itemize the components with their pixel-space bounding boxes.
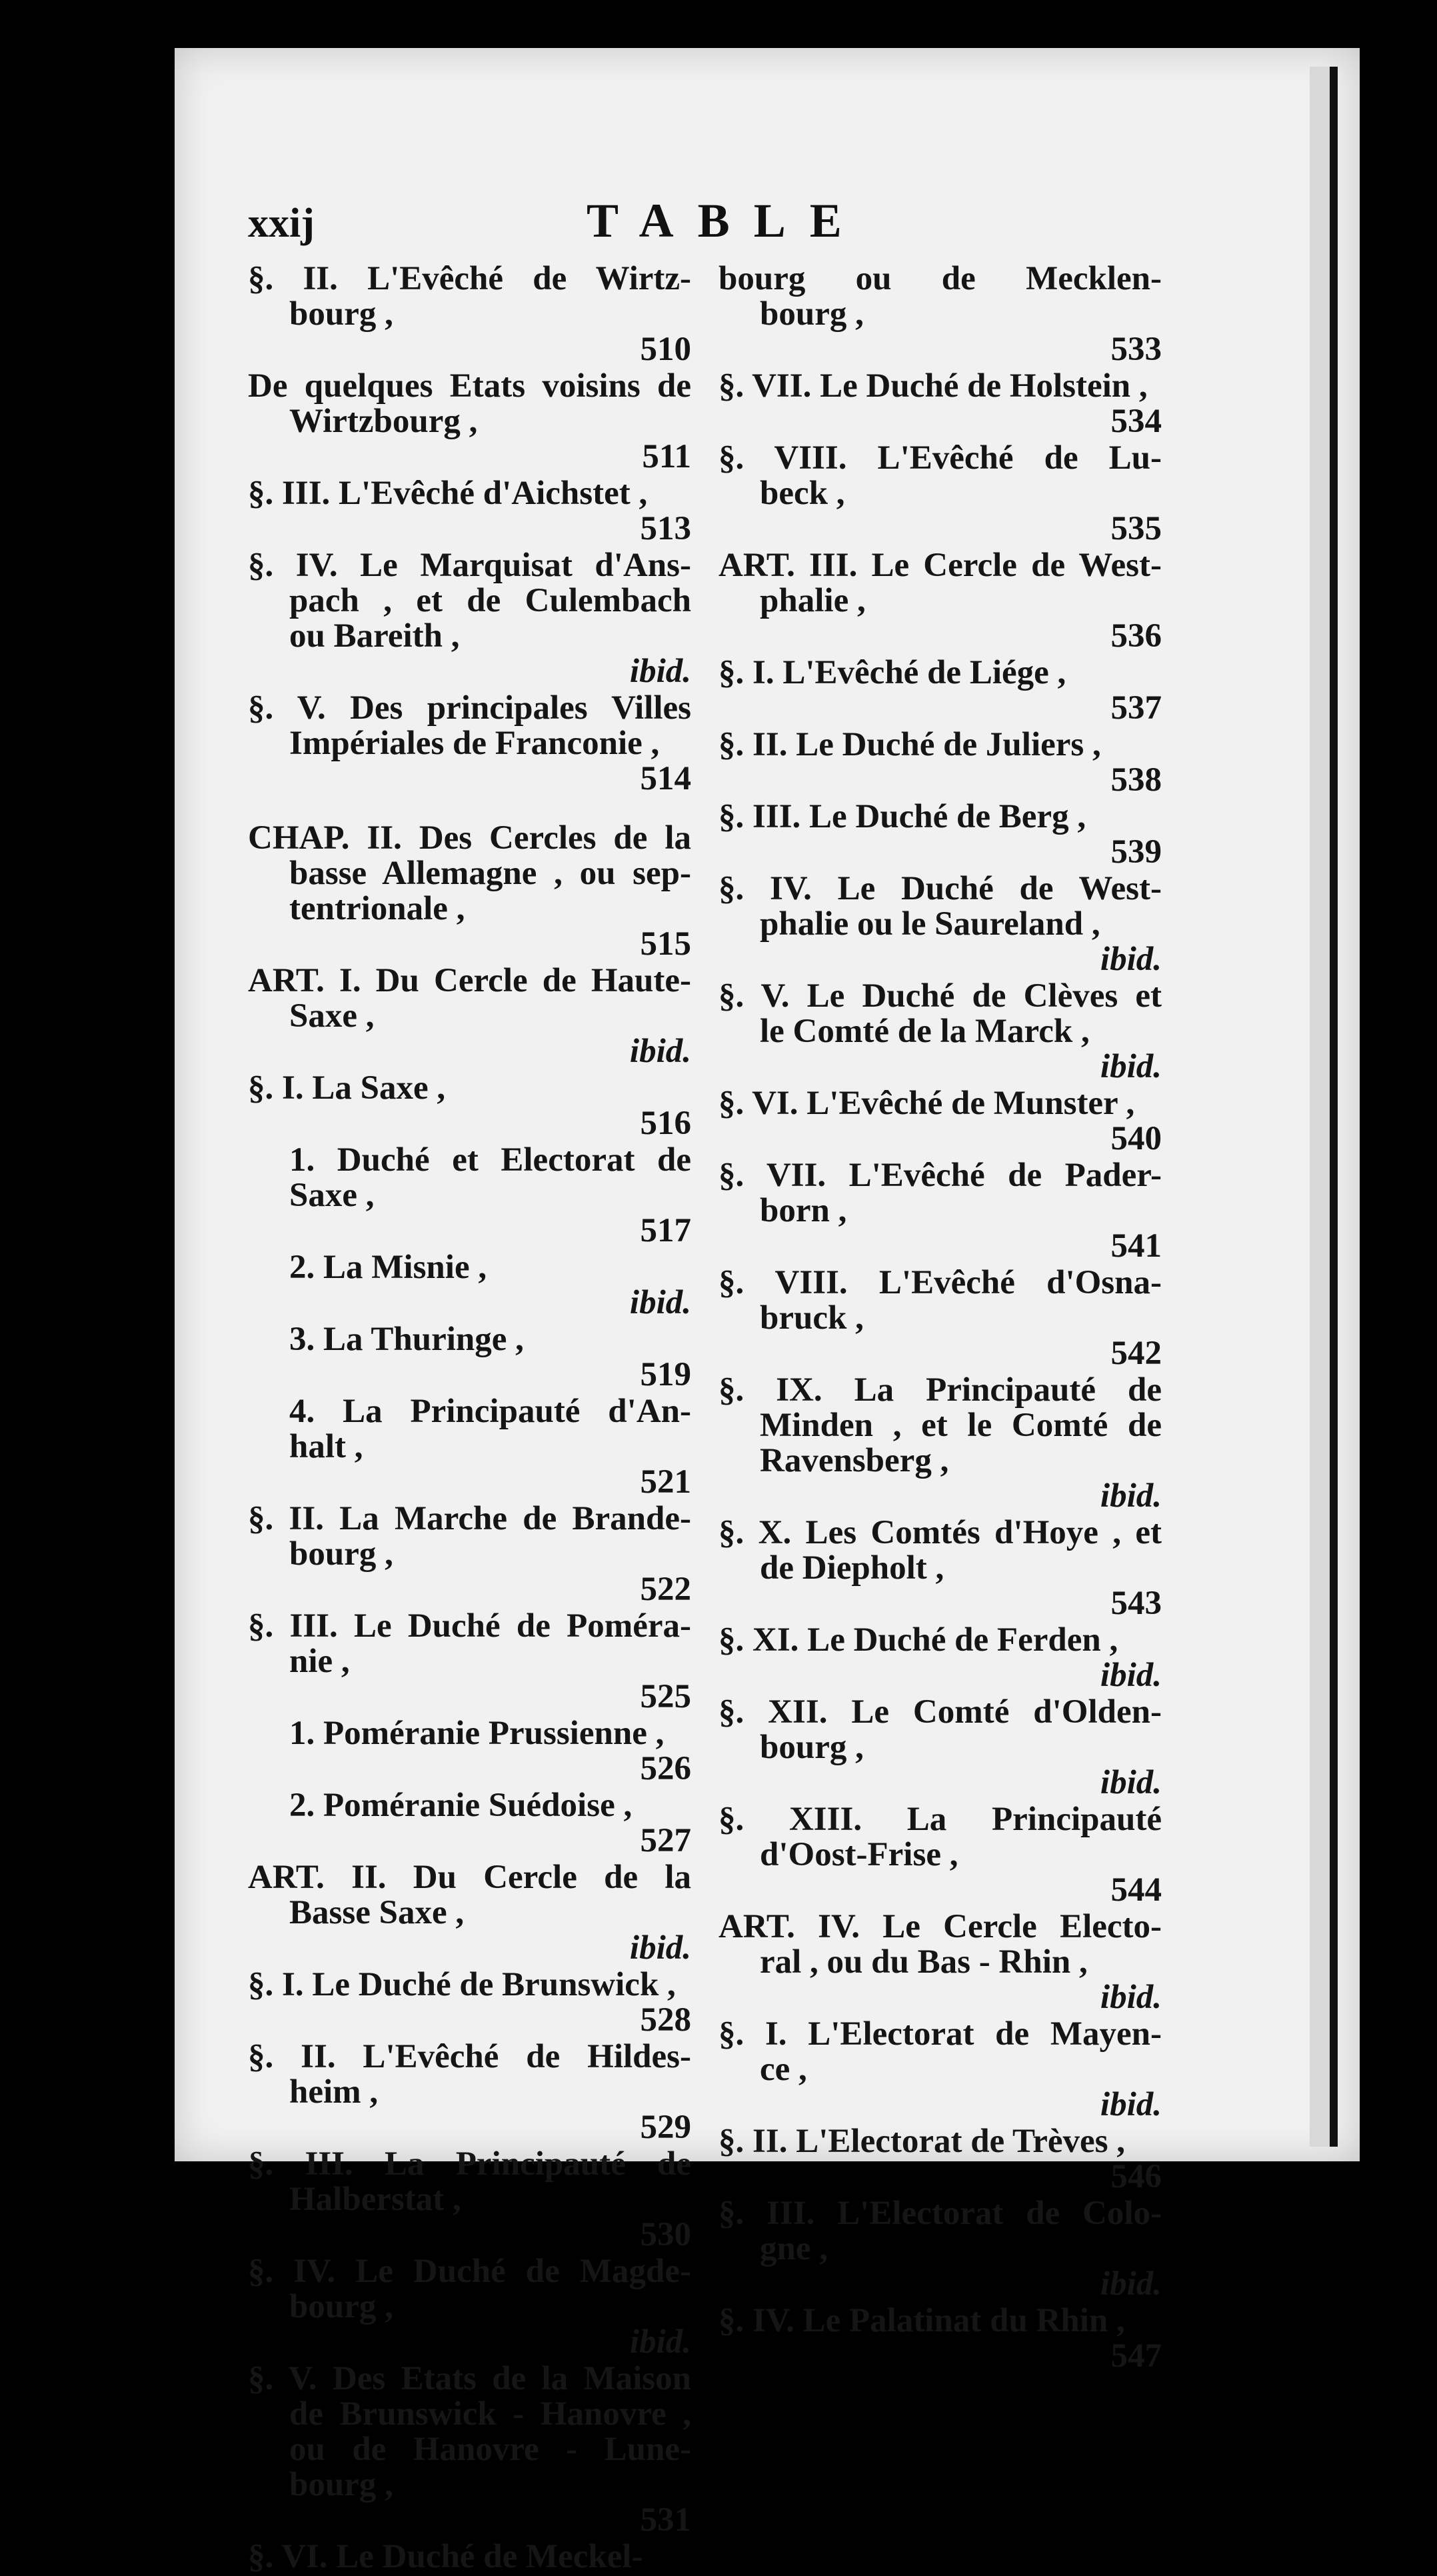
toc-entry-line: §. X. Les Comtés d'Hoye , et xyxy=(718,1515,1162,1551)
toc-entry-line: §. III. L'Evêché d'Aichstet , xyxy=(248,476,648,511)
toc-entry-line: ART. I. Du Cercle de Haute- xyxy=(248,963,691,999)
toc-entry-line: §. I. L'Electorat de Mayen- xyxy=(718,2017,1162,2052)
toc-page-ref: ibid. xyxy=(629,1033,691,1070)
toc-page-ref: 519 xyxy=(640,1356,691,1393)
toc-entry xyxy=(718,1373,1162,1514)
toc-entry-line: §. IV. Le Duché de Magde- xyxy=(248,2254,691,2289)
toc-entry-line: 3. La Thuringe , xyxy=(289,1322,524,1357)
toc-entry-line: bourg , xyxy=(289,2467,393,2503)
toc-entry-line: ART. II. Du Cercle de la xyxy=(248,1860,691,1895)
toc-entry xyxy=(718,1086,1162,1157)
toc-page-ref: ibid. xyxy=(1100,2086,1162,2123)
toc-page-ref: 530 xyxy=(640,2216,691,2253)
toc-entry xyxy=(248,548,691,689)
toc-entry-line: pach , et de Culembach xyxy=(289,583,691,619)
toc-page-ref: 511 xyxy=(642,438,691,475)
toc-entry-line: §. III. La Principauté de xyxy=(248,2147,691,2182)
toc-entry xyxy=(718,1802,1162,1908)
toc-page-ref: 516 xyxy=(640,1105,691,1142)
toc-entry xyxy=(248,369,691,475)
toc-entry-line: §. VI. Le Duché de Meckel- xyxy=(248,2539,643,2575)
toc-entry xyxy=(718,1623,1162,1693)
toc-entry-line: §. IV. Le Palatinat du Rhin , xyxy=(718,2303,1125,2339)
toc-entry xyxy=(248,2039,691,2145)
toc-page-ref: 510 xyxy=(640,331,691,368)
toc-entry-line: Basse Saxe , xyxy=(289,1895,465,1931)
toc-entry xyxy=(248,1609,691,1715)
toc-page-ref: 515 xyxy=(640,925,691,963)
toc-entry-line: §. XII. Le Comté d'Olden- xyxy=(718,1695,1162,1730)
toc-entry xyxy=(248,1394,691,1500)
toc-entry-line: §. I. La Saxe , xyxy=(248,1071,446,1106)
toc-page-ref: 537 xyxy=(1110,689,1162,727)
toc-entry xyxy=(248,1716,691,1787)
toc-entry-line: bourg , xyxy=(289,2289,393,2325)
toc-entry-line: 2. La Misnie , xyxy=(289,1250,487,1285)
toc-entry-line: §. XI. Le Duché de Ferden , xyxy=(718,1623,1118,1658)
toc-entry xyxy=(718,2303,1162,2374)
toc-entry-line: le Comté de la Marck , xyxy=(760,1014,1090,1049)
toc-page-ref: 541 xyxy=(1110,1227,1162,1265)
toc-page-ref: 542 xyxy=(1110,1335,1162,1372)
toc-entry xyxy=(718,979,1162,1085)
toc-page-ref: 514 xyxy=(640,760,691,797)
toc-entry-line: beck , xyxy=(760,476,845,511)
toc-entry-line: tentrionale , xyxy=(289,891,465,927)
toc-entry xyxy=(718,1265,1162,1371)
toc-page-ref: 534 xyxy=(1110,403,1162,440)
toc-entry-line: Saxe , xyxy=(289,999,375,1034)
toc-entry xyxy=(248,1071,691,1141)
toc-entry xyxy=(248,1788,691,1859)
toc-entry-line: ral , ou du Bas - Rhin , xyxy=(760,1945,1088,1980)
toc-entry-line: born , xyxy=(760,1193,847,1229)
toc-entry-line: §. IV. Le Marquisat d'Ans- xyxy=(248,548,691,583)
toc-page-ref: ibid. xyxy=(629,1284,691,1321)
toc-page-ref: 535 xyxy=(1110,510,1162,547)
toc-entry xyxy=(248,1501,691,1607)
toc-page-ref: 529 xyxy=(640,2109,691,2146)
toc-entry-line: §. VI. L'Evêché de Munster , xyxy=(718,1086,1135,1121)
toc-entry-line: phalie ou le Saureland , xyxy=(760,907,1100,942)
page-title: TABLE xyxy=(587,194,866,247)
toc-page-ref: 528 xyxy=(640,2001,691,2039)
toc-page-ref: 547 xyxy=(1110,2337,1162,2375)
toc-entry-line: d'Oost-Frise , xyxy=(760,1837,958,1873)
toc-page-ref: 513 xyxy=(640,510,691,547)
toc-entry-line: §. XIII. La Principauté xyxy=(718,1802,1162,1837)
toc-entry-line: §. VII. L'Evêché de Pader- xyxy=(718,1158,1162,1193)
left-column xyxy=(248,261,691,2576)
toc-page-ref: 527 xyxy=(640,1822,691,1859)
toc-entry xyxy=(718,441,1162,547)
toc-entry-line: §. III. Le Duché de Berg , xyxy=(718,799,1086,835)
toc-entry xyxy=(248,1143,691,1249)
toc-entry xyxy=(718,2196,1162,2302)
toc-entry xyxy=(248,2539,691,2575)
toc-entry-line: §. II. Le Duché de Juliers , xyxy=(718,727,1101,763)
toc-entry xyxy=(248,476,691,547)
toc-entry-line: de Diepholt , xyxy=(760,1551,944,1586)
toc-entry-line: ART. IV. Le Cercle Electo- xyxy=(718,1909,1162,1945)
toc-entry-line: bourg , xyxy=(289,297,393,332)
toc-entry-line: ce , xyxy=(760,2052,807,2087)
toc-entry-line: 1. Duché et Electorat de xyxy=(289,1143,691,1178)
toc-entry-line: Impériales de Franconie , xyxy=(289,726,660,761)
toc-entry xyxy=(248,1322,691,1393)
toc-entry xyxy=(248,821,691,962)
toc-page-ref: 544 xyxy=(1110,1871,1162,1909)
toc-entry-line: bourg ou de Mecklen- xyxy=(718,261,1162,297)
toc-page-ref: 536 xyxy=(1110,617,1162,655)
toc-entry-line: bourg , xyxy=(289,1537,393,1572)
toc-entry xyxy=(248,2361,691,2538)
toc-entry-line: §. II. L'Evêché de Hildes- xyxy=(248,2039,691,2075)
toc-entry xyxy=(248,963,691,1069)
toc-page-ref: 526 xyxy=(640,1750,691,1787)
toc-page-ref: ibid. xyxy=(1100,941,1162,978)
page-number: xxij xyxy=(248,201,315,246)
toc-entry-line: Ravensberg , xyxy=(760,1443,949,1479)
toc-entry xyxy=(248,261,691,367)
toc-entry-line: §. II. L'Electorat de Trèves , xyxy=(718,2124,1126,2159)
toc-entry-line: 4. La Principauté d'An- xyxy=(289,1394,691,1429)
toc-entry-line: basse Allemagne , ou sep- xyxy=(289,856,691,891)
toc-entry-line: §. III. L'Electorat de Colo- xyxy=(718,2196,1162,2231)
toc-entry-line: bruck , xyxy=(760,1301,864,1336)
toc-page-ref: ibid. xyxy=(1100,1764,1162,1801)
toc-entry-line: §. II. La Marche de Brande- xyxy=(248,1501,691,1537)
toc-entry xyxy=(248,1250,691,1321)
toc-page-ref: 546 xyxy=(1110,2158,1162,2195)
toc-page-ref: ibid. xyxy=(1100,1477,1162,1515)
binding-edge xyxy=(1330,67,1338,2147)
toc-entry-line: §. I. L'Evêché de Liége , xyxy=(718,655,1066,691)
toc-entry-line: §. VIII. L'Evêché de Lu- xyxy=(718,441,1162,476)
toc-entry xyxy=(248,1860,691,1966)
toc-entry-line: §. V. Des principales Villes xyxy=(248,691,691,726)
toc-entry xyxy=(718,2017,1162,2123)
toc-page-ref: ibid. xyxy=(1100,2265,1162,2303)
toc-entry-line: bourg , xyxy=(760,297,864,332)
toc-entry xyxy=(248,691,691,797)
toc-page-ref: ibid. xyxy=(629,1929,691,1967)
toc-page-ref: ibid. xyxy=(629,2323,691,2361)
toc-entry xyxy=(718,1695,1162,1801)
toc-entry-line: 1. Poméranie Prussienne , xyxy=(289,1716,665,1751)
toc-page-ref: ibid. xyxy=(1100,1657,1162,1694)
toc-entry xyxy=(248,2254,691,2360)
toc-entry-line: ART. III. Le Cercle de West- xyxy=(718,548,1162,583)
toc-entry-line: §. V. Le Duché de Clèves et xyxy=(718,979,1162,1014)
toc-entry xyxy=(718,1515,1162,1621)
toc-entry-line: §. IX. La Principauté de xyxy=(718,1373,1162,1408)
toc-entry-line: §. VII. Le Duché de Holstein , xyxy=(718,369,1148,404)
toc-entry xyxy=(718,548,1162,654)
toc-entry-line: Minden , et le Comté de xyxy=(760,1408,1162,1443)
toc-page-ref: 531 xyxy=(640,2501,691,2539)
toc-entry-line: §. VIII. L'Evêché d'Osna- xyxy=(718,1265,1162,1301)
toc-page-ref: 522 xyxy=(640,1571,691,1608)
toc-page-ref: 538 xyxy=(1110,761,1162,799)
binding-strip xyxy=(1310,67,1331,2147)
toc-entry-line: ou Bareith , xyxy=(289,619,460,654)
toc-entry xyxy=(718,1909,1162,2015)
toc-page-ref: ibid. xyxy=(629,653,691,690)
toc-entry-line: §. V. Des Etats de la Maison xyxy=(248,2361,691,2397)
toc-page-ref: 543 xyxy=(1110,1585,1162,1622)
toc-entry-line: Wirtzbourg , xyxy=(289,404,478,439)
toc-entry-line: gne , xyxy=(760,2231,828,2267)
toc-entry xyxy=(718,799,1162,870)
toc-entry xyxy=(718,655,1162,726)
toc-entry-line: §. III. Le Duché de Poméra- xyxy=(248,1609,691,1644)
toc-entry-line: heim , xyxy=(289,2075,379,2110)
right-column xyxy=(718,261,1162,2375)
toc-entry-line: halt , xyxy=(289,1429,363,1465)
toc-entry-line: §. I. Le Duché de Brunswick , xyxy=(248,1967,676,2003)
toc-page-ref: 539 xyxy=(1110,833,1162,871)
toc-page-ref: ibid. xyxy=(1100,1979,1162,2016)
toc-entry-line: ou de Hanovre - Lune- xyxy=(289,2432,691,2467)
toc-entry-line: phalie , xyxy=(760,583,866,619)
toc-entry-line: bourg , xyxy=(760,1730,864,1765)
toc-page-ref: 521 xyxy=(640,1463,691,1501)
toc-entry-line: Halberstat , xyxy=(289,2182,461,2217)
toc-page-ref: 533 xyxy=(1110,331,1162,368)
toc-entry xyxy=(718,727,1162,798)
toc-page-ref: 540 xyxy=(1110,1120,1162,1157)
toc-entry-line: 2. Poméranie Suédoise , xyxy=(289,1788,633,1823)
toc-entry-line: §. IV. Le Duché de West- xyxy=(718,871,1162,907)
toc-entry-line: §. II. L'Evêché de Wirtz- xyxy=(248,261,691,297)
toc-entry-line: Saxe , xyxy=(289,1178,375,1213)
toc-entry xyxy=(248,1967,691,2038)
toc-page-ref: ibid. xyxy=(1100,1048,1162,1085)
toc-entry-line: de Brunswick - Hanovre , xyxy=(289,2397,691,2432)
toc-entry xyxy=(718,1158,1162,1264)
toc-page-ref: 525 xyxy=(640,1678,691,1715)
toc-entry-line: De quelques Etats voisins de xyxy=(248,369,691,404)
toc-entry xyxy=(718,2124,1162,2195)
toc-page-ref: 517 xyxy=(640,1212,691,1249)
toc-entry xyxy=(248,2147,691,2253)
toc-entry xyxy=(718,871,1162,977)
toc-entry xyxy=(718,369,1162,439)
toc-entry-line: nie , xyxy=(289,1644,350,1679)
toc-entry xyxy=(718,261,1162,367)
toc-entry-line: CHAP. II. Des Cercles de la xyxy=(248,821,691,856)
